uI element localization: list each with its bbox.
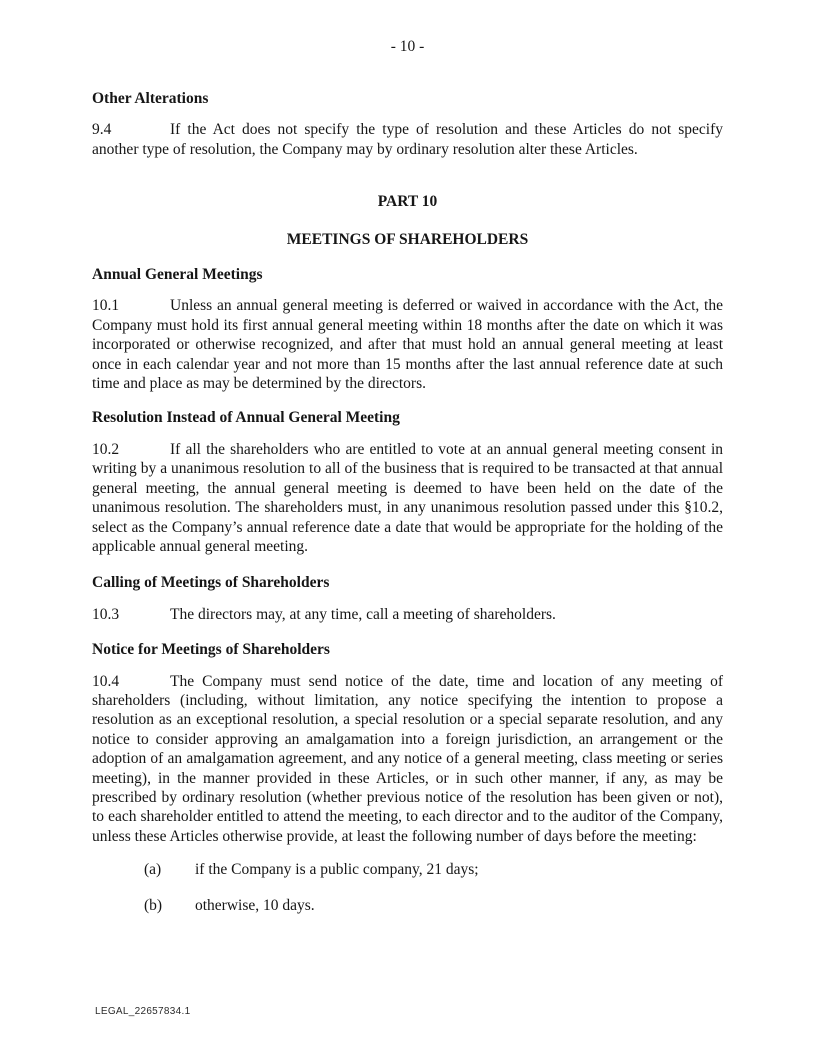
- subclause-b: [144, 896, 723, 915]
- clause-10-2: [92, 440, 723, 556]
- page-number: - 10 -: [390, 38, 425, 55]
- heading-notice-for-meetings: Notice for Meetings of Shareholders: [92, 641, 330, 659]
- subclause-b-label: (b): [144, 896, 163, 914]
- clause-10-1: [92, 296, 723, 393]
- heading-annual-general-meetings: Annual General Meetings: [92, 266, 263, 284]
- clause-10-2-text: If all the shareholders who are entitled to vote at an annual general meeting consent in writing by a unanimous resolution to all of the business that is required to be transacted at that annual general meeting, the annual general meeting is deemed to have been held on the date of the unanimous resolution. The shareholders must, in any unanimous resolution passed under this §10.2, select as the Company’s annual reference date a date that would be appropriate for the holding of the applicable annual general meeting.: [92, 440, 723, 555]
- clause-10-3-text: The directors may, at any time, call a meeting of shareholders.: [170, 605, 556, 623]
- footer-document-reference: LEGAL_22657834.1: [95, 1006, 191, 1017]
- clause-10-3: [92, 605, 723, 624]
- part-10-title: MEETINGS OF SHAREHOLDERS: [286, 230, 529, 248]
- clause-10-2-number: 10.2: [92, 440, 120, 458]
- document-content: [0, 89, 815, 915]
- clause-10-4: [92, 672, 723, 847]
- clause-9-4-number: 9.4: [92, 121, 112, 139]
- clause-9-4: [92, 120, 723, 159]
- clause-9-4-text: If the Act does not specify the type of resolution and these Articles do not specify another type of resolution, the Company may by ordinary resolution alter these Articles.: [92, 121, 723, 158]
- part-10-label: PART 10: [377, 193, 438, 211]
- subclause-a-label: (a): [144, 861, 162, 879]
- clause-10-1-text: Unless an annual general meeting is deferred or waived in accordance with the Act, the Company must hold its first annual general meeting within 18 months after the date on which it was incorporated or otherwise recognized, and after that must hold an annual general meeting at least once in each calendar year and not more than 15 months after the last annual reference date at such time and place as may be determined by the directors.: [92, 297, 723, 393]
- heading-calling-of-meetings: Calling of Meetings of Shareholders: [92, 574, 330, 592]
- clause-10-4-number: 10.4: [92, 672, 120, 690]
- subclause-a: [144, 860, 723, 879]
- subclause-b-text: otherwise, 10 days.: [195, 896, 315, 914]
- heading-resolution-instead: Resolution Instead of Annual General Meeting: [92, 409, 400, 427]
- clause-10-4-text: The Company must send notice of the date, time and location of any meeting of shareholders (including, without limitation, any notice specifying the intention to propose a resolution as an exceptional resolution, a special resolution or a special separate resolution, and any notice to consider approving an amalgamation into a foreign jurisdiction, an arrangement or the adoption of an amalgamation agreement, and any notice of a general meeting, class meeting or series meeting), in the manner provided in these Articles, or in such other manner, if any, as may be prescribed by ordinary resolution (whether previous notice of the resolution has been given or not), to each shareholder entitled to attend the meeting, to each director and to the auditor of the Company, unless these Articles otherwise provide, at least the following number of days before the meeting:: [92, 672, 723, 845]
- subclause-a-text: if the Company is a public company, 21 days;: [195, 861, 479, 879]
- heading-other-alterations: Other Alterations: [92, 90, 209, 107]
- clause-10-1-number: 10.1: [92, 297, 120, 315]
- clause-10-3-number: 10.3: [92, 605, 120, 623]
